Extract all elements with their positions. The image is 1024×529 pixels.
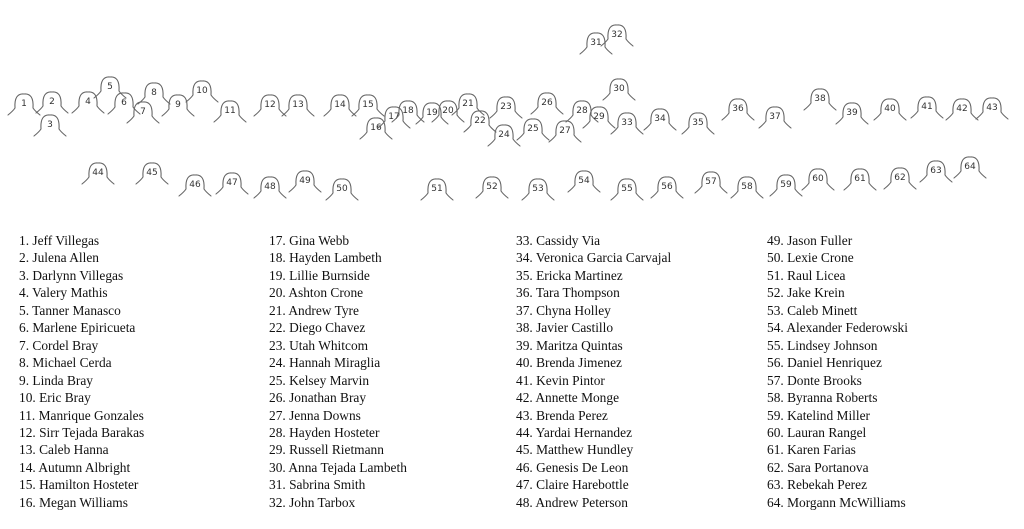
- head-number-label: 12: [264, 100, 276, 110]
- head-outline: [476, 177, 508, 198]
- head-number-label: 39: [846, 108, 858, 118]
- legend-entry: 6. Marlene Epiricueta: [19, 320, 136, 336]
- head-number-label: 27: [559, 126, 571, 136]
- legend-entry: 27. Jenna Downs: [269, 407, 361, 423]
- legend-entry: 39. Maritza Quintas: [516, 337, 623, 353]
- legend-entry: 45. Matthew Hundley: [516, 442, 634, 458]
- legend-entry: 21. Andrew Tyre: [269, 302, 359, 318]
- legend-entry: 1. Jeff Villegas: [19, 233, 100, 248]
- head-number-label: 9: [175, 100, 181, 110]
- head-outline: [695, 172, 727, 193]
- legend-entry: 62. Sara Portanova: [767, 459, 869, 475]
- head-number-label: 37: [769, 112, 781, 122]
- head-number-label: 64: [964, 162, 976, 172]
- legend-entry: 11. Manrique Gonzales: [19, 407, 144, 423]
- head-number-label: 36: [732, 104, 744, 114]
- head-outline: [488, 125, 520, 146]
- group-photo-outline-sketch: [0, 0, 1024, 220]
- legend-entry: 63. Rebekah Perez: [767, 477, 868, 493]
- head-number-label: 58: [741, 182, 753, 192]
- legend-entry: 49. Jason Fuller: [767, 233, 853, 248]
- head-number-label: 24: [498, 130, 510, 140]
- head-outline: [186, 81, 218, 102]
- legend-entry: 53. Caleb Minett: [767, 302, 858, 318]
- head-outline: [490, 97, 522, 118]
- head-outline: [214, 101, 246, 122]
- head-outline: [179, 175, 211, 196]
- head-outline: [216, 173, 248, 194]
- head-number-label: 18: [402, 106, 414, 116]
- head-number-label: 13: [292, 100, 304, 110]
- legend-entry: 28. Hayden Hosteter: [269, 424, 380, 440]
- legend-entry: 50. Lexie Crone: [767, 250, 854, 266]
- head-number-label: 49: [299, 176, 311, 186]
- legend-entry: 12. Sirr Tejada Barakas: [19, 424, 145, 440]
- head-outline: [804, 89, 836, 110]
- legend-entry: 3. Darlynn Villegas: [19, 267, 124, 283]
- head-number-label: 28: [576, 106, 588, 116]
- legend-entry: 29. Russell Rietmann: [269, 442, 384, 458]
- head-outline: [531, 93, 563, 114]
- head-outline: [326, 179, 358, 200]
- head-number-label: 61: [854, 174, 866, 184]
- legend-entry: 23. Utah Whitcom: [269, 337, 369, 353]
- head-number-label: 45: [146, 168, 158, 178]
- legend-entry: 40. Brenda Jimenez: [516, 355, 622, 371]
- legend-entry: 20. Ashton Crone: [269, 285, 364, 301]
- legend-entry: 37. Chyna Holley: [516, 302, 611, 318]
- head-outline: [583, 107, 615, 128]
- head-outline: [920, 161, 952, 182]
- head-number-label: 1: [21, 99, 27, 109]
- head-number-label: 60: [812, 174, 824, 184]
- head-outline: [611, 113, 643, 134]
- head-outline: [34, 115, 66, 136]
- head-number-label: 14: [334, 100, 346, 110]
- head-outline: [82, 163, 114, 184]
- legend-entry: 51. Raul Licea: [767, 267, 846, 283]
- head-number-label: 57: [705, 177, 717, 187]
- head-number-label: 23: [500, 102, 512, 112]
- head-number-label: 56: [661, 182, 673, 192]
- legend-column-1: [19, 232, 144, 511]
- head-outline: [352, 95, 384, 116]
- legend-entry: 55. Lindsey Johnson: [767, 337, 878, 353]
- head-outline: [127, 102, 159, 123]
- head-number-label: 10: [196, 86, 208, 96]
- legend-entry: 56. Daniel Henriquez: [767, 355, 882, 371]
- head-number-label: 19: [426, 108, 438, 118]
- head-number-label: 47: [226, 178, 238, 188]
- head-outline: [954, 157, 986, 178]
- legend-entry: 32. John Tarbox: [269, 494, 356, 510]
- head-number-label: 59: [780, 180, 792, 190]
- legend-entry: 9. Linda Bray: [19, 372, 94, 388]
- head-number-label: 32: [611, 30, 623, 40]
- head-number-label: 2: [49, 97, 55, 107]
- legend-entry: 4. Valery Mathis: [19, 285, 108, 301]
- legend-entry: 17. Gina Webb: [269, 233, 350, 248]
- head-outline: [94, 77, 126, 98]
- legend-entry: 46. Genesis De Leon: [516, 459, 629, 475]
- legend-entry: 30. Anna Tejada Lambeth: [269, 459, 407, 475]
- head-number-label: 42: [956, 104, 968, 114]
- legend-entry: 52. Jake Krein: [767, 285, 845, 301]
- head-number-label: 17: [388, 112, 400, 122]
- legend-entry: 2. Julena Allen: [19, 250, 99, 266]
- head-outline: [136, 163, 168, 184]
- legend-entry: 16. Megan Williams: [19, 494, 128, 510]
- legend-entry: 25. Kelsey Marvin: [269, 372, 370, 388]
- head-number-label: 26: [541, 98, 553, 108]
- head-outline: [946, 99, 978, 120]
- head-outline: [254, 177, 286, 198]
- head-outline: [138, 83, 170, 104]
- head-number-label: 30: [613, 84, 625, 94]
- head-outline: [8, 94, 40, 115]
- head-number-label: 20: [442, 106, 454, 116]
- head-outline: [644, 109, 676, 130]
- head-number-label: 6: [121, 98, 127, 108]
- name-key-legend: [0, 232, 1024, 522]
- head-number-label: 34: [654, 114, 666, 124]
- head-outline: [568, 171, 600, 192]
- head-outline: [517, 119, 549, 140]
- head-number-label: 7: [140, 107, 146, 117]
- head-outline: [324, 95, 356, 116]
- head-outline: [360, 118, 392, 139]
- head-number-label: 48: [264, 182, 276, 192]
- head-outline: [802, 169, 834, 190]
- legend-entry: 8. Michael Cerda: [19, 355, 112, 371]
- head-outline: [836, 103, 868, 124]
- legend-entry: 41. Kevin Pintor: [516, 372, 605, 388]
- legend-entry: 36. Tara Thompson: [516, 285, 620, 301]
- legend-entry: 22. Diego Chavez: [269, 320, 366, 336]
- head-outline: [603, 79, 635, 100]
- head-number-label: 16: [370, 123, 382, 133]
- legend-entry: 13. Caleb Hanna: [19, 442, 109, 458]
- legend-entry: 38. Javier Castillo: [516, 320, 614, 336]
- head-number-label: 55: [621, 184, 633, 194]
- head-outline: [254, 95, 286, 116]
- legend-entry: 42. Annette Monge: [516, 390, 620, 406]
- legend-entry: 48. Andrew Peterson: [516, 494, 628, 510]
- head-outline: [651, 177, 683, 198]
- head-outline: [601, 25, 633, 46]
- head-outline: [36, 92, 68, 113]
- head-outline: [522, 179, 554, 200]
- head-outline: [759, 107, 791, 128]
- head-number-label: 29: [593, 112, 605, 122]
- legend-entry: 47. Claire Harebottle: [516, 477, 629, 493]
- legend-column-4: [767, 232, 908, 511]
- legend-entry: 31. Sabrina Smith: [269, 477, 366, 493]
- head-outline: [770, 175, 802, 196]
- legend-entry: 5. Tanner Manasco: [19, 302, 121, 318]
- head-outline: [682, 113, 714, 134]
- legend-entry: 57. Donte Brooks: [767, 372, 862, 388]
- legend-entry: 19. Lillie Burnside: [269, 267, 370, 283]
- head-outline: [72, 92, 104, 113]
- legend-entry: 58. Byranna Roberts: [767, 390, 878, 406]
- head-outline: [549, 121, 581, 142]
- legend-entry: 43. Brenda Perez: [516, 407, 608, 423]
- head-number-label: 33: [621, 118, 633, 128]
- head-number-label: 22: [474, 116, 486, 126]
- legend-entry: 33. Cassidy Via: [516, 233, 601, 248]
- legend-entry: 34. Veronica Garcia Carvajal: [516, 250, 672, 266]
- head-number-label: 5: [107, 82, 113, 92]
- head-number-label: 46: [189, 180, 201, 190]
- head-outline: [464, 111, 496, 132]
- legend-column-2: [269, 232, 407, 511]
- head-number-label: 8: [151, 88, 157, 98]
- legend-entry: 61. Karen Farias: [767, 442, 856, 458]
- legend-entry: 44. Yardai Hernandez: [516, 424, 633, 440]
- legend-entry: 64. Morgann McWilliams: [767, 494, 906, 510]
- head-number-label: 3: [47, 120, 53, 130]
- legend-entry: 60. Lauran Rangel: [767, 424, 867, 440]
- head-outline: [884, 168, 916, 189]
- head-number-label: 50: [336, 184, 348, 194]
- legend-entry: 26. Jonathan Bray: [269, 390, 367, 406]
- head-number-label: 53: [532, 184, 544, 194]
- head-number-label: 43: [986, 103, 998, 113]
- head-outline: [874, 99, 906, 120]
- head-outline: [162, 95, 194, 116]
- head-number-label: 63: [930, 166, 942, 176]
- legend-entry: 10. Eric Bray: [19, 390, 91, 406]
- legend-entry: 15. Hamilton Hosteter: [19, 477, 139, 493]
- legend-column-3: [516, 232, 671, 511]
- head-number-label: 15: [362, 100, 374, 110]
- head-number-label: 38: [814, 94, 826, 104]
- head-outline: [289, 171, 321, 192]
- head-number-label: 11: [224, 106, 236, 116]
- head-outline: [731, 177, 763, 198]
- legend-entry: 7. Cordel Bray: [19, 337, 99, 353]
- head-outline: [911, 97, 943, 118]
- head-number-label: 21: [462, 99, 474, 109]
- head-number-label: 41: [921, 102, 933, 112]
- head-number-label: 44: [92, 168, 104, 178]
- legend-entry: 24. Hannah Miraglia: [269, 355, 381, 371]
- head-outline: [421, 179, 453, 200]
- head-outline: [580, 33, 612, 54]
- head-number-label: 35: [692, 118, 704, 128]
- head-outline: [976, 98, 1008, 119]
- legend-entry: 35. Ericka Martinez: [516, 267, 623, 283]
- legend-entry: 54. Alexander Federowski: [767, 320, 908, 336]
- head-number-label: 40: [884, 104, 896, 114]
- head-number-label: 25: [527, 124, 539, 134]
- head-number-label: 4: [85, 97, 91, 107]
- head-number-label: 51: [431, 184, 443, 194]
- head-outline: [844, 169, 876, 190]
- head-number-label: 52: [486, 182, 498, 192]
- head-outline: [282, 95, 314, 116]
- head-outline: [722, 99, 754, 120]
- head-number-label: 62: [894, 173, 906, 183]
- head-outline: [611, 179, 643, 200]
- head-number-label: 54: [578, 176, 590, 186]
- legend-entry: 59. Katelind Miller: [767, 407, 871, 423]
- legend-entry: 18. Hayden Lambeth: [269, 250, 382, 266]
- head-number-label: 31: [590, 38, 602, 48]
- legend-entry: 14. Autumn Albright: [19, 459, 131, 475]
